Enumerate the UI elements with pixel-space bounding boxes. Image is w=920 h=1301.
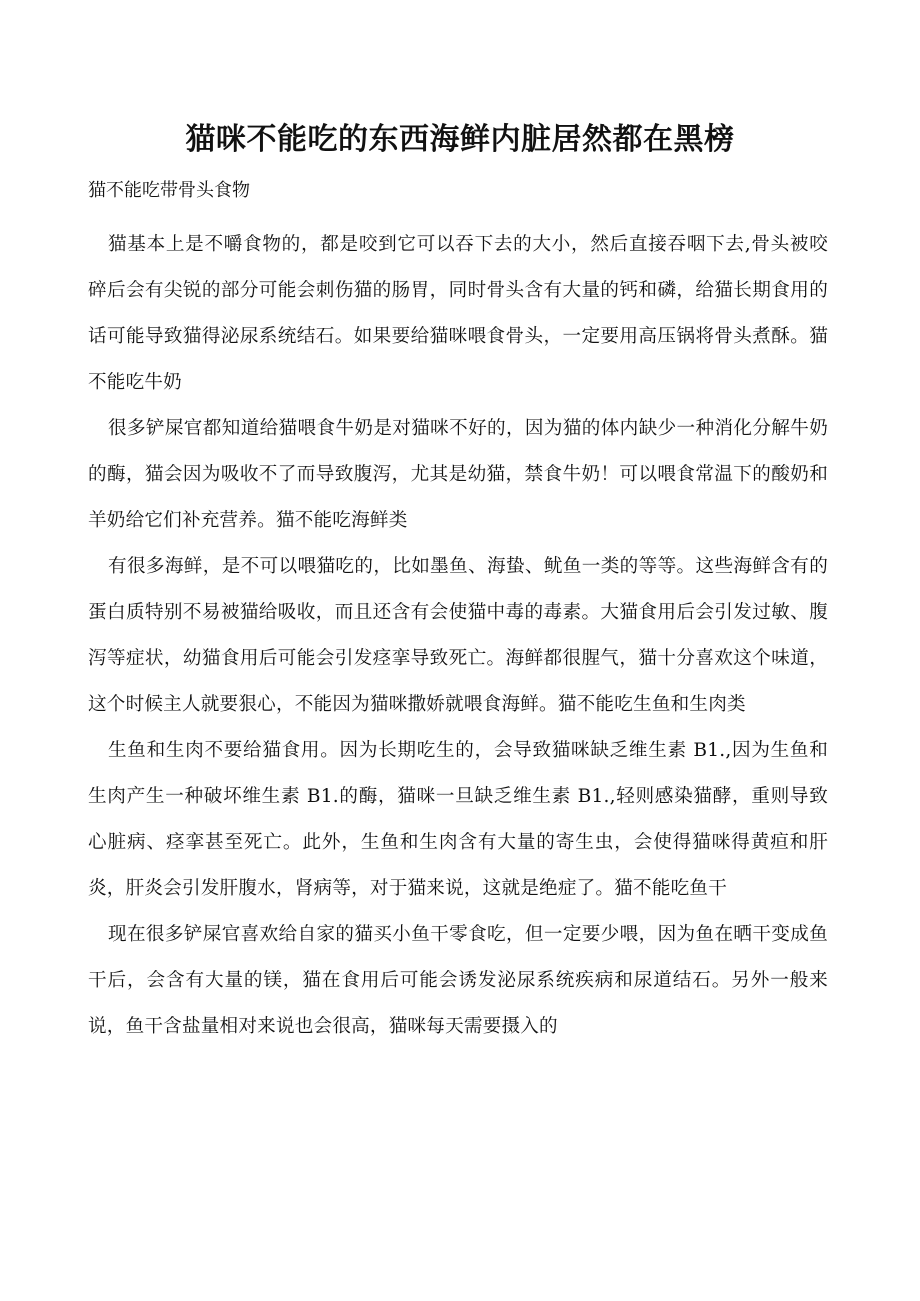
paragraph-milk: 很多铲屎官都知道给猫喂食牛奶是对猫咪不好的，因为猫的体内缺少一种消化分解牛奶的酶，猫会因为吸收不了而导致腹泻，尤其是幼猫，禁食牛奶！可以喂食常温下的酸奶和羊奶给它们补充营养。猫不能吃海鲜类 xyxy=(88,418,828,531)
document-body xyxy=(88,222,828,1050)
section-heading: 猫不能吃带骨头食物 xyxy=(88,180,250,201)
paragraph-raw-fish-meat: 生鱼和生肉不要给猫食用。因为长期吃生的，会导致猫咪缺乏维生素 B1.,因为生鱼和生肉产生一种破坏维生素 B1.的酶，猫咪一旦缺乏维生素 B1.,轻则感染猫酵，重则导致心脏病、痉挛甚至死亡。此外，生鱼和生肉含有大量的寄生虫，会使得猫咪得黄疸和肝炎，肝炎会引发肝腹水，肾病等，对于猫来说，这就是绝症了。猫不能吃鱼干 xyxy=(88,740,828,899)
document-title: 猫咪不能吃的东西海鲜内脏居然都在黑榜 xyxy=(185,122,735,157)
paragraph-seafood: 有很多海鲜，是不可以喂猫吃的，比如墨鱼、海蛰、鱿鱼一类的等等。这些海鲜含有的蛋白质特别不易被猫给吸收，而且还含有会使猫中毒的毒素。大猫食用后会引发过敏、腹泻等症状，幼猫食用后可能会引发痉挛导致死亡。海鲜都很腥气，猫十分喜欢这个味道，这个时候主人就要狠心，不能因为猫咪撒娇就喂食海鲜。猫不能吃生鱼和生肉类 xyxy=(88,556,828,715)
paragraph-bones: 猫基本上是不嚼食物的，都是咬到它可以吞下去的大小，然后直接吞咽下去,骨头被咬碎后会有尖锐的部分可能会刺伤猫的肠胃，同时骨头含有大量的钙和磷，给猫长期食用的话可能导致猫得泌尿系统结石。如果要给猫咪喂食骨头，一定要用高压锅将骨头煮酥。猫不能吃牛奶 xyxy=(88,234,828,393)
paragraph-dried-fish: 现在很多铲屎官喜欢给自家的猫买小鱼干零食吃，但一定要少喂，因为鱼在晒干变成鱼干后，会含有大量的镁，猫在食用后可能会诱发泌尿系统疾病和尿道结石。另外一般来说，鱼干含盐量相对来说也会很高，猫咪每天需要摄入的 xyxy=(88,924,828,1037)
